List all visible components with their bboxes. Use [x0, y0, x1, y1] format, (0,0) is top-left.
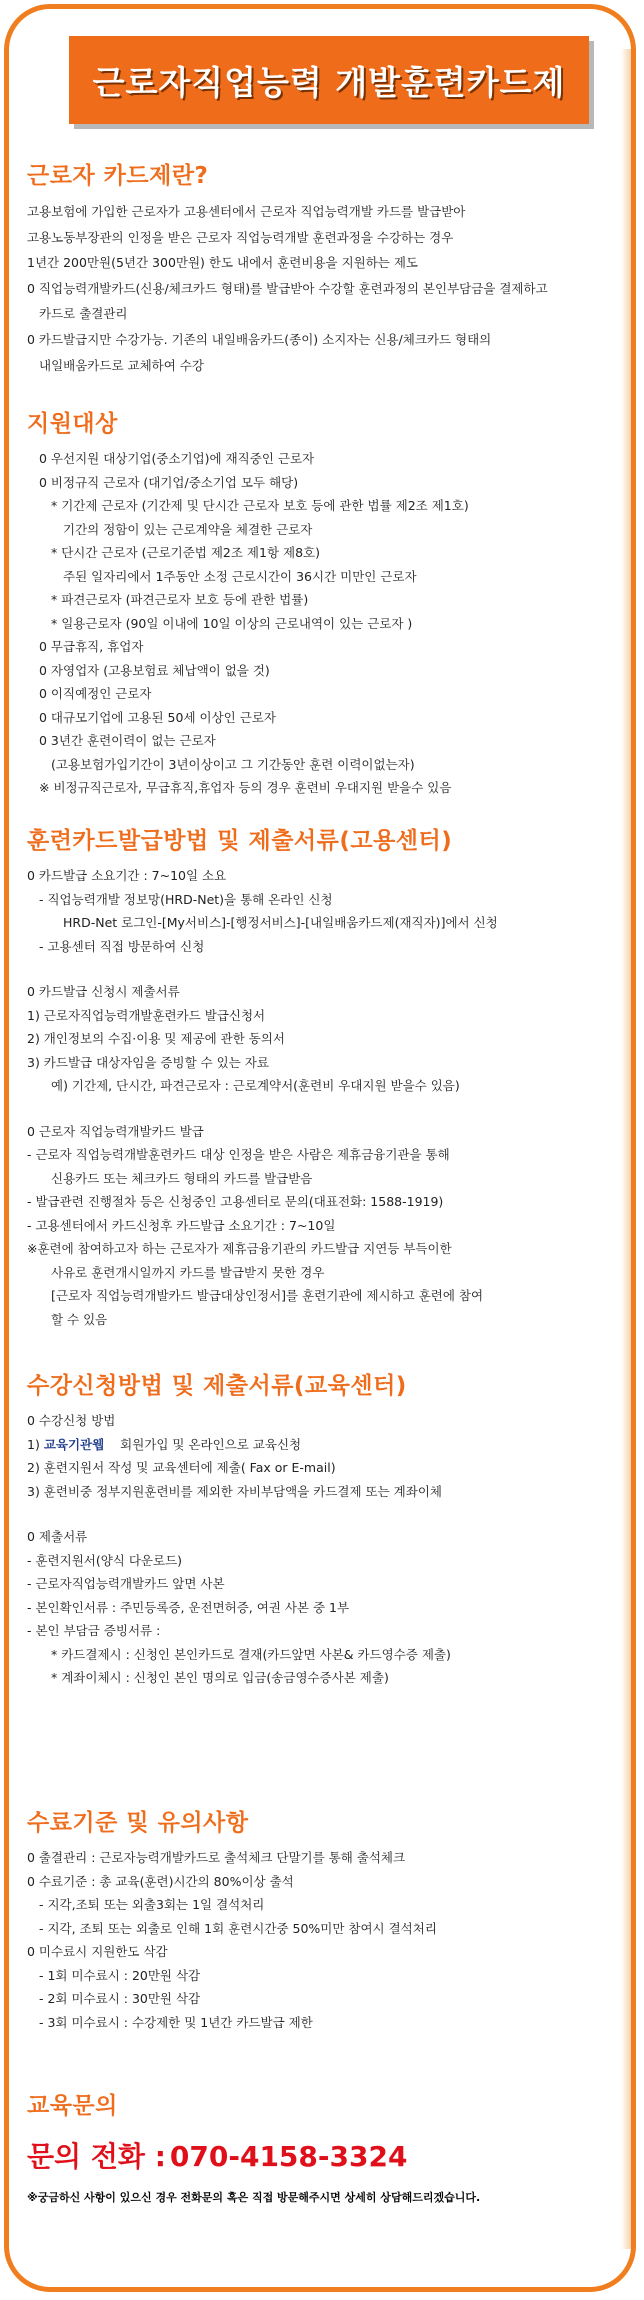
text-line: - 지각, 조퇴 또는 외출로 인해 1회 훈련시간중 50%미만 참여시 결석처리 — [39, 1920, 437, 1936]
text-line: 고용보험에 가입한 근로자가 고용센터에서 근로자 직업능력개발 카드를 발급받아 — [27, 204, 466, 219]
text-line: 0 비정규직 근로자 (대기업/중소기업 모두 해당) — [39, 474, 299, 490]
text-line: 0 수료기준 : 총 교육(훈련)시간의 80%이상 출석 — [27, 1873, 294, 1889]
section-heading: 지원대상 — [27, 411, 118, 437]
text-line: 고용노동부장관의 인정을 받은 근로자 직업능력개발 훈련과정을 수강하는 경우 — [27, 229, 454, 245]
text-line: - 훈련지원서(양식 다운로드) — [27, 1552, 183, 1568]
text-line: (고용보험가입기간이 3년이상이고 그 기간동안 훈련 이력이없는자) — [51, 756, 415, 772]
text-line: 0 수강신청 방법 — [27, 1413, 116, 1428]
text-line: 주된 일자리에서 1주동안 소정 근로시간이 36시간 미만인 근로자 — [63, 568, 417, 584]
text-line: - 근로자 직업능력개발훈련카드 대상 인정을 받은 사람은 제휴금융기관을 통해 — [27, 1147, 450, 1162]
section-eligibility — [27, 407, 627, 800]
text-line: HRD-Net 로그인-[My서비스]-[행정서비스]-[내일배움카드제(재직자)]에서 신청 — [63, 915, 498, 930]
step-number: 1) — [27, 1436, 40, 1452]
text-line: 예) 기간제, 단시간, 파견근로자 : 근로계약서(훈련비 우대지원 받을수 있음) — [51, 1078, 460, 1093]
text-line: * 카드결제시 : 신청인 본인카드로 결재(카드앞면 사본& 카드영수증 제출) — [51, 1646, 451, 1662]
phone-number[interactable]: 070-4158-3324 — [169, 2140, 408, 2173]
step-text: 회원가입 및 온라인으로 교육신청 — [120, 1436, 302, 1452]
text-line: * 계좌이체시 : 신청인 본인 명의로 입금(송금영수증사본 제출) — [51, 1670, 389, 1685]
text-line: 3) 훈련비중 정부지원훈련비를 제외한 자비부담액을 카드결제 또는 계좌이체 — [27, 1483, 442, 1499]
text-line: - 고용센터 직접 방문하여 신청 — [39, 938, 205, 954]
text-line: - 본인확인서류 : 주민등록증, 운전면허증, 여권 사본 중 1부 — [27, 1599, 350, 1615]
text-line: - 2회 미수료시 : 30만원 삭감 — [39, 1991, 201, 2006]
text-line: 0 무급휴직, 휴업자 — [39, 639, 144, 654]
text-line: 0 직업능력개발카드(신용/체크카드 형태)를 발급받아 수강할 훈련과정의 본인부담금을 결제하고 — [27, 280, 548, 296]
text-line: 내일배움카드로 교체하여 수강 — [39, 357, 204, 373]
text-line: 0 제출서류 — [27, 1529, 88, 1544]
education-site-link[interactable]: 교육기관웹 — [43, 1436, 105, 1452]
text-line: 0 카드발급 신청시 제출서류 — [27, 984, 180, 999]
text-line: 사유로 훈련개시일까지 카드를 발급받지 못한 경우 — [51, 1264, 325, 1280]
text-line: 할 수 있음 — [51, 1311, 108, 1327]
page-title: 근로자직업능력 개발훈련카드제 — [92, 62, 566, 102]
page-frame — [4, 4, 636, 2292]
text-line — [27, 1433, 627, 1457]
text-line: 0 우선지원 대상기업(중소기업)에 재직중인 근로자 — [39, 451, 315, 466]
text-line: - 본인 부담금 증빙서류 : — [27, 1623, 161, 1638]
text-line: 0 카드발급지만 수강가능. 기존의 내일배움카드(종이) 소지자는 신용/체크카드 형태의 — [27, 331, 492, 347]
text-line: * 파견근로자 (파견근로자 보호 등에 관한 법률) — [51, 592, 309, 607]
section-card-intro — [27, 159, 627, 378]
text-line: 1) 근로자직업능력개발훈련카드 발급신청서 — [27, 1007, 266, 1023]
phone-row — [27, 2135, 627, 2175]
section-heading: 근로자 카드제란? — [27, 163, 209, 189]
text-line: - 근로자직업능력개발카드 앞면 사본 — [27, 1576, 225, 1591]
text-line: * 기간제 근로자 (기간제 및 단시간 근로자 보호 등에 관한 법률 제2조 제1호) — [51, 498, 469, 513]
text-line: - 직업능력개발 정보망(HRD-Net)을 통해 온라인 신청 — [39, 891, 333, 907]
text-line: 0 3년간 훈련이력이 없는 근로자 — [39, 733, 216, 748]
text-line: - 3회 미수료시 : 수강제한 및 1년간 카드발급 제한 — [39, 2014, 313, 2030]
text-line: - 지각,조퇴 또는 외출3회는 1일 결석처리 — [39, 1897, 265, 1912]
text-line: 3) 카드발급 대상자임을 증빙할 수 있는 자료 — [27, 1054, 269, 1070]
text-line: 0 자영업자 (고용보험료 체납액이 없을 것) — [39, 662, 270, 678]
section-heading: 수강신청방법 및 제출서류(교육센터) — [27, 1373, 407, 1399]
section-heading: 훈련카드발급방법 및 제출서류(고용센터) — [27, 828, 453, 854]
section-heading: 교육문의 — [27, 2093, 118, 2119]
text-line: 0 미수료시 지원한도 삭감 — [27, 1944, 168, 1959]
text-line: 1년간 200만원(5년간 300만원) 한도 내에서 훈련비용을 지원하는 제도 — [27, 255, 418, 271]
section-course-registration — [27, 1369, 627, 1690]
text-line: 카드로 출결관리 — [39, 306, 128, 322]
text-line: ※훈련에 참여하고자 하는 근로자가 제휴금융기관의 카드발급 지연등 부득이한 — [27, 1241, 452, 1256]
text-line: [근로자 직업능력개발카드 발급대상인정서]를 훈련기관에 제시하고 훈련에 참여 — [51, 1288, 484, 1303]
section-inquiry — [27, 2089, 627, 2205]
text-line: - 1회 미수료시 : 20만원 삭감 — [39, 1967, 201, 1983]
phone-label: 문의 전화 : — [27, 2140, 166, 2173]
text-line: 2) 개인정보의 수집·이용 및 제공에 관한 동의서 — [27, 1031, 285, 1046]
text-line: - 고용센터에서 카드신청후 카드발급 소요기간 : 7~10일 — [27, 1217, 336, 1233]
section-completion-criteria — [27, 1806, 627, 2034]
text-line: 0 대규모기업에 고용된 50세 이상인 근로자 — [39, 709, 276, 725]
text-line: ※ 비정규직근로자, 무급휴직,휴업자 등의 경우 훈련비 우대지원 받을수 있음 — [39, 780, 452, 795]
text-line: * 일용근로자 (90일 이내에 10일 이상의 근로내역이 있는 근로자 ) — [51, 615, 413, 631]
text-line: 2) 훈련지원서 작성 및 교육센터에 제출( Fax or E-mail) — [27, 1460, 336, 1475]
text-line: 0 이직예정인 근로자 — [39, 686, 152, 701]
text-line: 0 근로자 직업능력개발카드 발급 — [27, 1123, 204, 1139]
title-banner — [69, 36, 589, 124]
text-line: - 발급관련 진행절차 등은 신청중인 고용센터로 문의(대표전화: 1588-1919) — [27, 1194, 444, 1209]
section-heading: 수료기준 및 유의사항 — [27, 1810, 249, 1836]
text-line: 0 출결관리 : 근로자능력개발카드로 출석체크 단말기를 통해 출석체크 — [27, 1850, 406, 1865]
text-line: 0 카드발급 소요기간 : 7~10일 소요 — [27, 868, 227, 883]
text-line: * 단시간 근로자 (근로기준법 제2조 제1항 제8호) — [51, 545, 320, 560]
section-card-issuance — [27, 824, 627, 1331]
inquiry-note: ※궁금하신 사항이 있으신 경우 전화문의 혹은 직접 방문해주시면 상세히 상담해드리겠습니다. — [27, 2191, 481, 2204]
text-line: 기간의 정함이 있는 근로계약을 체결한 근로자 — [63, 521, 313, 537]
text-line: 신용카드 또는 체크카드 형태의 카드를 발급받음 — [51, 1170, 313, 1186]
